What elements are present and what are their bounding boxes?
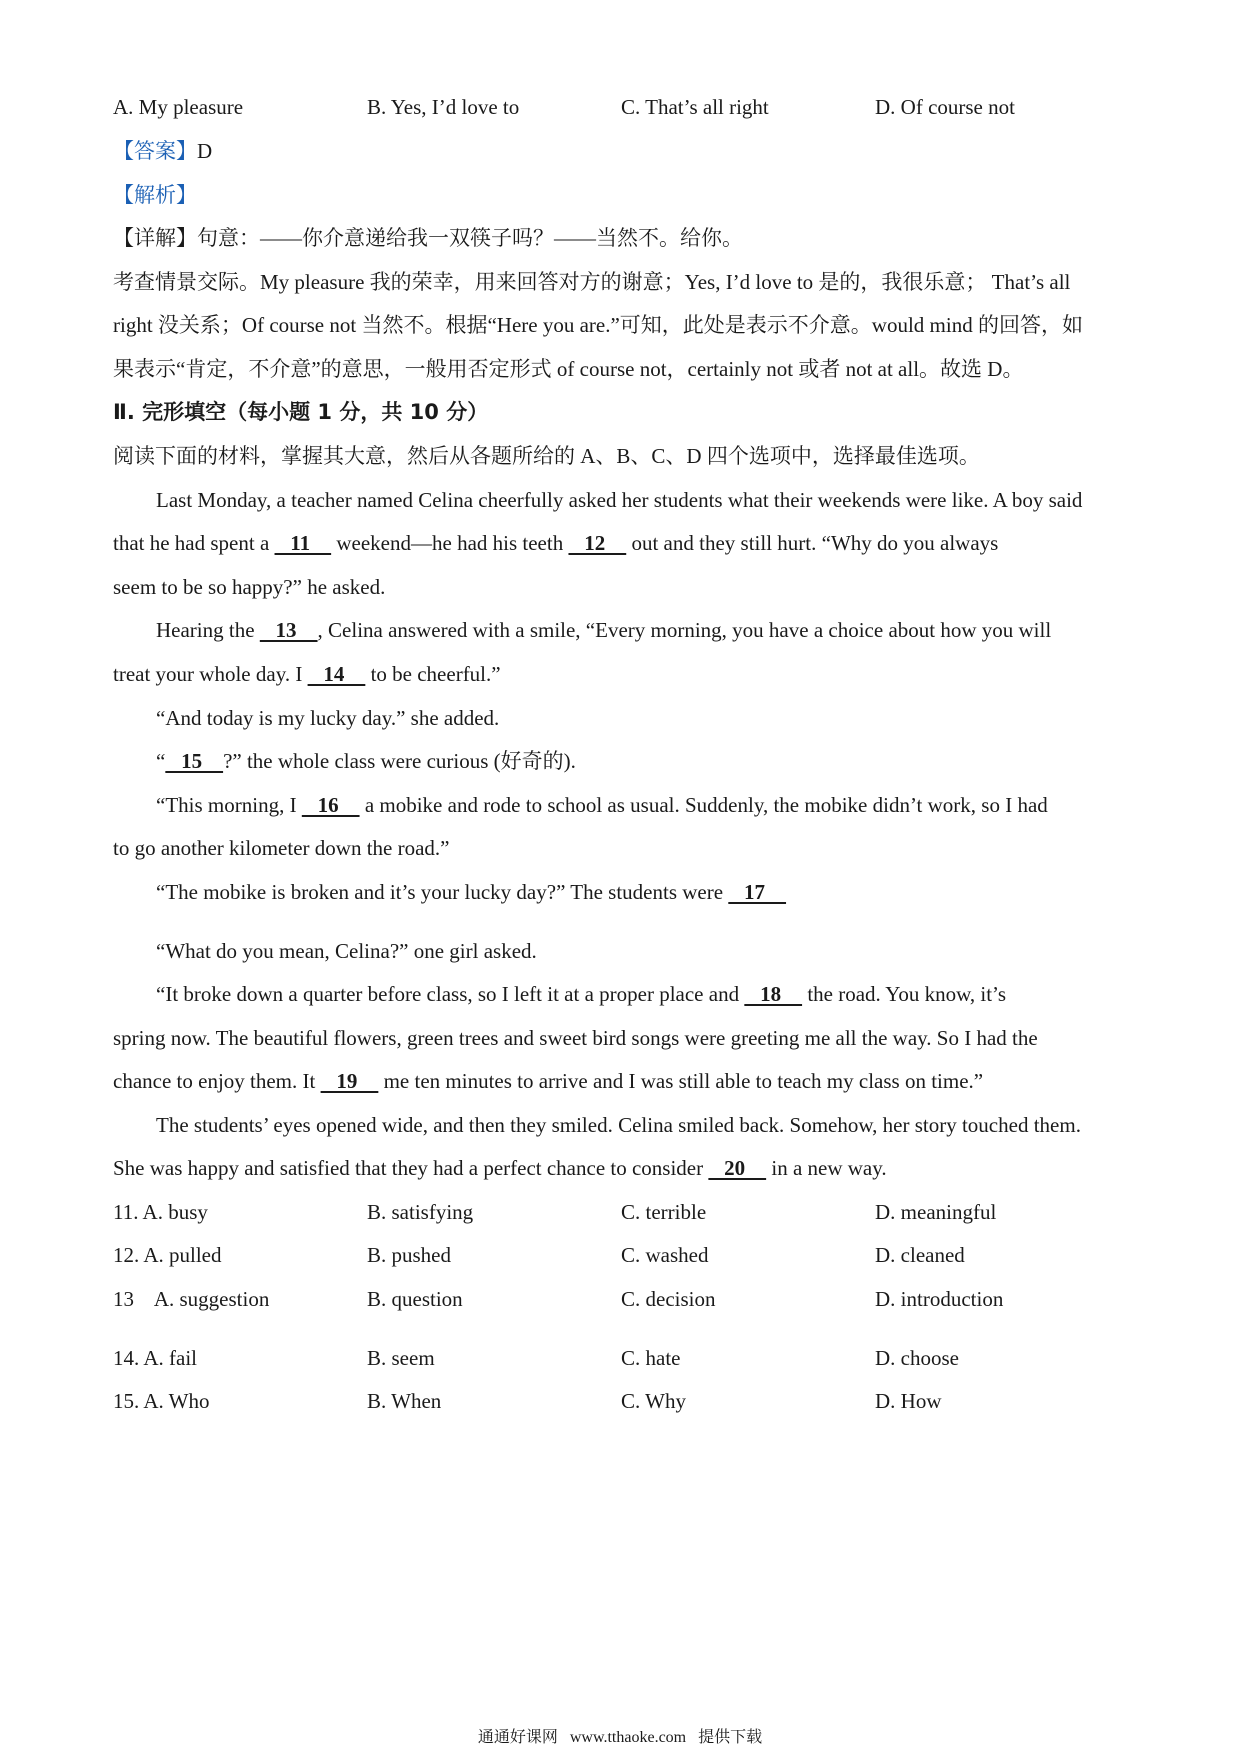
question-12-options <box>113 1240 1123 1270</box>
text-run: “ <box>156 749 166 773</box>
text-run: “The mobike is broken and it’s your lucky day?” The students were <box>156 880 729 904</box>
text-run: chance to enjoy them. It <box>113 1069 321 1093</box>
text-run: “It broke down a quarter before class, so I left it at a proper place and <box>156 982 745 1006</box>
question-14-options <box>113 1343 1123 1373</box>
option-d: D. choose <box>875 1346 959 1370</box>
option-c: C. That’s all right <box>621 95 769 119</box>
text-run: me ten minutes to arrive and I was still able to teach my class on time.” <box>378 1069 984 1093</box>
passage-p2-line-2 <box>113 659 501 689</box>
option-b: B. question <box>367 1287 463 1311</box>
detail-line-2: 考查情景交际。My pleasure 我的荣幸，用来回答对方的谢意；Yes, I’d love to 是的，我很乐意； That’s all <box>113 270 1071 294</box>
question-15-options <box>113 1386 1123 1416</box>
option-a: A. My pleasure <box>113 95 244 119</box>
passage-p2-line-1 <box>156 615 1051 645</box>
blank-15: 15 <box>165 749 224 773</box>
passage-p7: “What do you mean, Celina?” one girl asked. <box>156 939 537 963</box>
passage-p4 <box>156 746 576 776</box>
option-c: C. washed <box>621 1243 709 1267</box>
passage-p9-line-1: The students’ eyes opened wide, and then they smiled. Celina smiled back. Somehow, her story touched them. <box>156 1113 1081 1137</box>
analysis-label: 【解析】 <box>113 183 197 207</box>
option-d: D. cleaned <box>875 1243 965 1267</box>
previous-question-options <box>113 92 1123 122</box>
option-a: 12. A. pulled <box>113 1243 222 1267</box>
text-run: a mobike and rode to school as usual. Suddenly, the mobike didn’t work, so I had <box>359 793 1048 817</box>
page-footer <box>0 1727 1240 1749</box>
blank-16: 16 <box>301 793 360 817</box>
passage-p5-line-2: to go another kilometer down the road.” <box>113 836 450 860</box>
option-d: D. meaningful <box>875 1200 997 1224</box>
blank-14: 14 <box>307 662 366 686</box>
option-b: B. seem <box>367 1346 435 1370</box>
text-run: , Celina answered with a smile, “Every morning, you have a choice about how you will <box>317 618 1052 642</box>
option-b: B. pushed <box>367 1243 451 1267</box>
detail-line-3: right 没关系；Of course not 当然不。根据“Here you are.”可知，此处是表示不介意。would mind 的回答，如 <box>113 313 1083 337</box>
blank-20: 20 <box>708 1156 767 1180</box>
answer-label: 【答案】 <box>113 139 197 163</box>
answer-value: D <box>197 139 213 163</box>
footer-site: 通通好课网 <box>477 1729 558 1746</box>
detail-label: 【详解】 <box>113 226 197 250</box>
passage-p8-line-1 <box>156 979 1006 1009</box>
option-a: 15. A. Who <box>113 1389 210 1413</box>
option-b: B. When <box>367 1389 442 1413</box>
text-run: She was happy and satisfied that they had a perfect chance to consider <box>113 1156 709 1180</box>
footer-note: 提供下载 <box>698 1729 763 1746</box>
footer-url[interactable]: www.tthaoke.com <box>569 1729 687 1746</box>
text-run: “This morning, I <box>156 793 302 817</box>
blank-12: 12 <box>568 531 627 555</box>
passage-p8-line-2: spring now. The beautiful flowers, green trees and sweet bird songs were greeting me all the way. So I had the <box>113 1026 1038 1050</box>
option-c: C. hate <box>621 1346 681 1370</box>
option-c: C. decision <box>621 1287 716 1311</box>
passage-p1-line-2 <box>113 528 998 558</box>
text-run: treat your whole day. I <box>113 662 308 686</box>
passage-p3: “And today is my lucky day.” she added. <box>156 706 500 730</box>
text-run: in a new way. <box>766 1156 887 1180</box>
detail-line-4: 果表示“肯定，不介意”的意思，一般用否定形式 of course not，certainly not 或者 not at all。故选 D。 <box>113 357 1024 381</box>
option-a: 13 A. suggestion <box>113 1287 270 1311</box>
text-run: ?” the whole class were curious (好奇的). <box>223 749 576 773</box>
detail-text: 句意：——你介意递给我一双筷子吗？——当然不。给你。 <box>197 226 743 250</box>
blank-19: 19 <box>320 1069 379 1093</box>
text-run: Hearing the <box>156 618 260 642</box>
text-run: weekend—he had his teeth <box>331 531 569 555</box>
option-b: B. satisfying <box>367 1200 474 1224</box>
passage-p8-line-3 <box>113 1066 983 1096</box>
passage-p1-line-3: seem to be so happy?” he asked. <box>113 575 386 599</box>
blank-11: 11 <box>274 531 332 555</box>
text-run: that he had spent a <box>113 531 275 555</box>
blank-17: 17 <box>728 880 787 904</box>
option-a: 14. A. fail <box>113 1346 197 1370</box>
answer-line <box>113 136 212 166</box>
option-d: D. How <box>875 1389 942 1413</box>
section-instruction: 阅读下面的材料，掌握其大意，然后从各题所给的 A、B、C、D 四个选项中，选择最佳选项。 <box>113 444 980 468</box>
passage-p6 <box>156 877 786 907</box>
option-c: C. terrible <box>621 1200 707 1224</box>
passage-p9-line-2 <box>113 1153 887 1183</box>
option-c: C. Why <box>621 1389 686 1413</box>
option-b: B. Yes, I’d love to <box>367 95 520 119</box>
passage-p5-line-1 <box>156 790 1048 820</box>
option-d: D. introduction <box>875 1287 1004 1311</box>
question-11-options <box>113 1197 1123 1227</box>
passage-p1-line-1: Last Monday, a teacher named Celina cheerfully asked her students what their weekends were like. A boy said <box>156 488 1083 512</box>
detail-line-1 <box>113 223 743 253</box>
option-a: 11. A. busy <box>113 1200 208 1224</box>
section-title: Ⅱ. 完形填空（每小题 1 分，共 10 分） <box>113 400 489 424</box>
blank-13: 13 <box>259 618 318 642</box>
blank-18: 18 <box>744 982 803 1006</box>
text-run: to be cheerful.” <box>365 662 501 686</box>
text-run: out and they still hurt. “Why do you always <box>626 531 999 555</box>
text-run: the road. You know, it’s <box>802 982 1007 1006</box>
question-13-options <box>113 1284 1123 1314</box>
option-d: D. Of course not <box>875 95 1015 119</box>
